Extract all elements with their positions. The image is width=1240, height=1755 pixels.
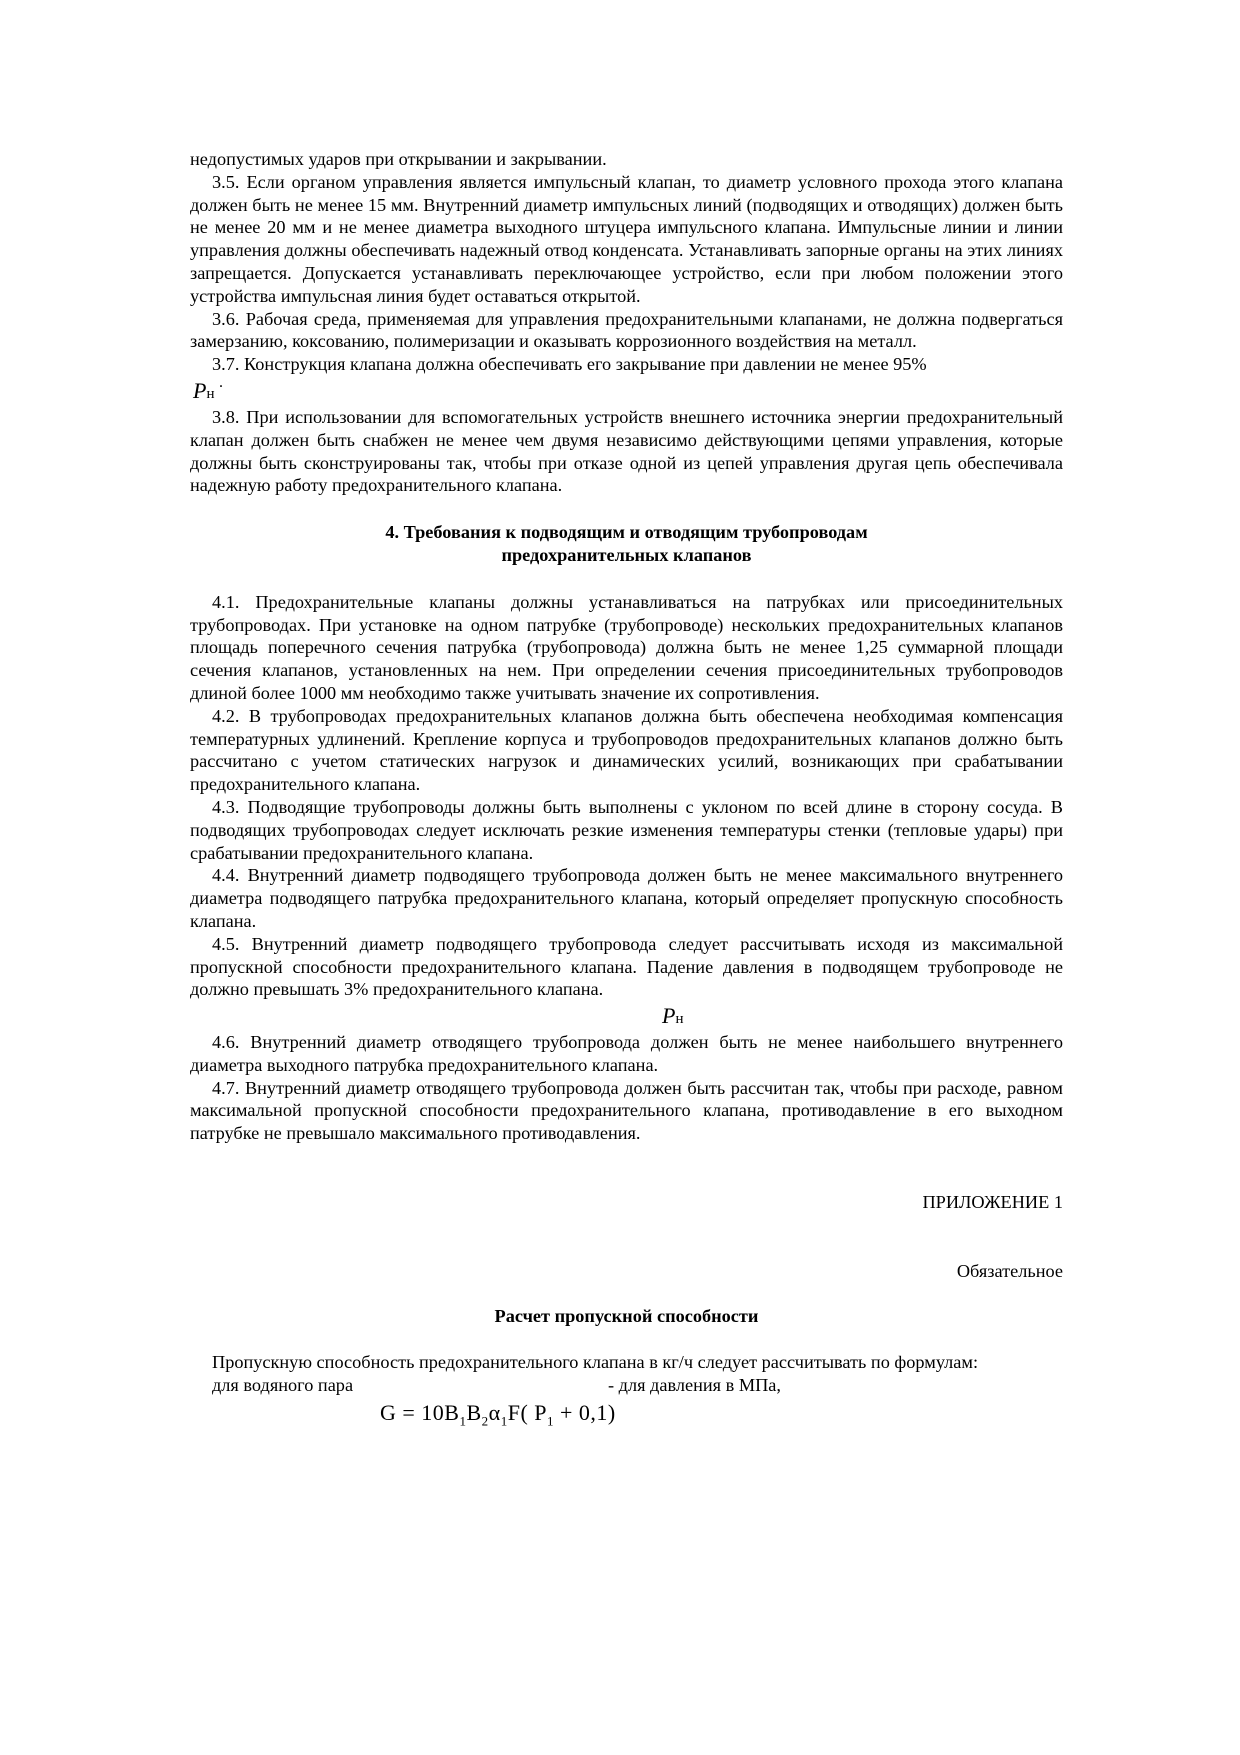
pn-symbol-2: [190, 1001, 1063, 1031]
appendix-intro: Пропускную способность предохранительного клапана в кг/ч следует рассчитывать по формулам:: [212, 1352, 979, 1373]
formula-row: [190, 1398, 1063, 1428]
section-4-heading-line2: предохранительных клапанов: [501, 544, 752, 565]
section-4-heading-line1: 4. Требования к подводящим и отводящим трубопроводам: [385, 522, 868, 543]
steam-formula-line: [190, 1374, 1063, 1398]
steam-label: для водяного пара: [212, 1375, 354, 1396]
document-body: [190, 148, 1063, 1428]
paragraph-continuation: недопустимых ударов при открывании и закрывании.: [190, 149, 607, 169]
paragraph-4-3: 4.3. Подводящие трубопроводы должны быть выполнены с уклоном по всей длине в сторону сосуда. В подводящих трубопроводах следует исключать резкие изменения температуры стенки (тепловые удары) при срабатывании предохранительного клапана.: [190, 796, 1063, 863]
paragraph-4-5: 4.5. Внутренний диаметр подводящего трубопровода следует рассчитывать исходя из максимальной пропускной способности предохранительного клапана. Падение давления в подводящем трубопроводе не должно превышать 3% предохранительного клапана.: [190, 933, 1063, 1000]
appendix-status: Обязательное: [956, 1260, 1063, 1281]
pn-subscript: н: [206, 385, 215, 402]
appendix-label: ПРИЛОЖЕНИЕ 1: [922, 1192, 1063, 1213]
paragraph-4-2: 4.2. В трубопроводах предохранительных клапанов должна быть обеспечена необходимая компенсация температурных удлинений. Крепление корпуса и трубопроводов предохранительных клапанов должно быть рассчитано с учетом статических нагрузок и динамических усилий, возникающих при срабатывании предохранительного клапана.: [190, 705, 1063, 795]
paragraph-4-7: 4.7. Внутренний диаметр отводящего трубопровода должен быть рассчитан так, чтобы при расходе, равном максимальной пропускной способности предохранительного клапана, противодавление в его выходном патрубке не превышало максимального противодавления.: [190, 1077, 1063, 1144]
steam-unit-note: - для давления в МПа,: [608, 1375, 781, 1396]
paragraph-3-5: 3.5. Если органом управления является импульсный клапан, то диаметр условного прохода этого клапана должен быть не менее 15 мм. Внутренний диаметр импульсных линий (подводящих и отводящих) должен быть не менее 20 мм и не менее диаметра выходного штуцера импульсного клапана. Импульсные линии и линии управления должны обеспечивать надежный отвод конденсата. Устанавливать запорные органы на этих линиях запрещается. Допускается устанавливать переключающее устройство, если при любом положении этого устройства импульсная линия будет оставаться открытой.: [190, 171, 1063, 306]
pn-letter-2: P: [662, 1003, 676, 1029]
paragraph-3-7: 3.7. Конструкция клапана должна обеспечивать его закрывание при давлении не менее 95%: [212, 354, 927, 375]
paragraph-4-6: 4.6. Внутренний диаметр отводящего трубопровода должен быть не менее наибольшего внутреннего диаметра выходного патрубка предохранительного клапана.: [190, 1032, 1063, 1075]
pn-symbol: [193, 373, 1063, 406]
paragraph-3-8: 3.8. При использовании для вспомогательных устройств внешнего источника энергии предохранительный клапан должен быть снабжен не менее чем двумя независимо действующими цепями управления, которые должны быть сконструированы так, чтобы при отказе одной из цепей управления другая цепь обеспечивала надежную работу предохранительного клапана.: [190, 406, 1063, 496]
pn-period: .: [219, 373, 223, 391]
appendix-title: Расчет пропускной способности: [494, 1305, 759, 1326]
pn-letter: P: [193, 377, 207, 403]
paragraph-3-6: 3.6. Рабочая среда, применяемая для управления предохранительными клапанами, не должна подвергаться замерзанию, коксованию, полимеризации и оказывать коррозионного воздействия на металл.: [190, 308, 1063, 352]
steam-formula: $G = 10B_1B_2\alpha_1F$( $P_1 + 0,1$): [380, 1400, 616, 1429]
paragraph-4-1: 4.1. Предохранительные клапаны должны устанавливаться на патрубках или присоединительных трубопроводах. При установке на одном патрубке (трубопроводе) нескольких предохранительных клапанов площадь поперечного сечения патрубка (трубопровода) должна быть не менее 1,25 суммарной площади сечения клапанов, установленных на нем. При определении сечения присоединительных трубопроводов длиной более 1000 мм необходимо также учитывать значение их сопротивления.: [190, 591, 1063, 703]
paragraph-4-4: 4.4. Внутренний диаметр подводящего трубопровода должен быть не менее максимального внутреннего диаметра подводящего патрубка предохранительного клапана, который определяет пропускную способность клапана.: [190, 865, 1063, 931]
pn-subscript-2: н: [675, 1011, 684, 1028]
